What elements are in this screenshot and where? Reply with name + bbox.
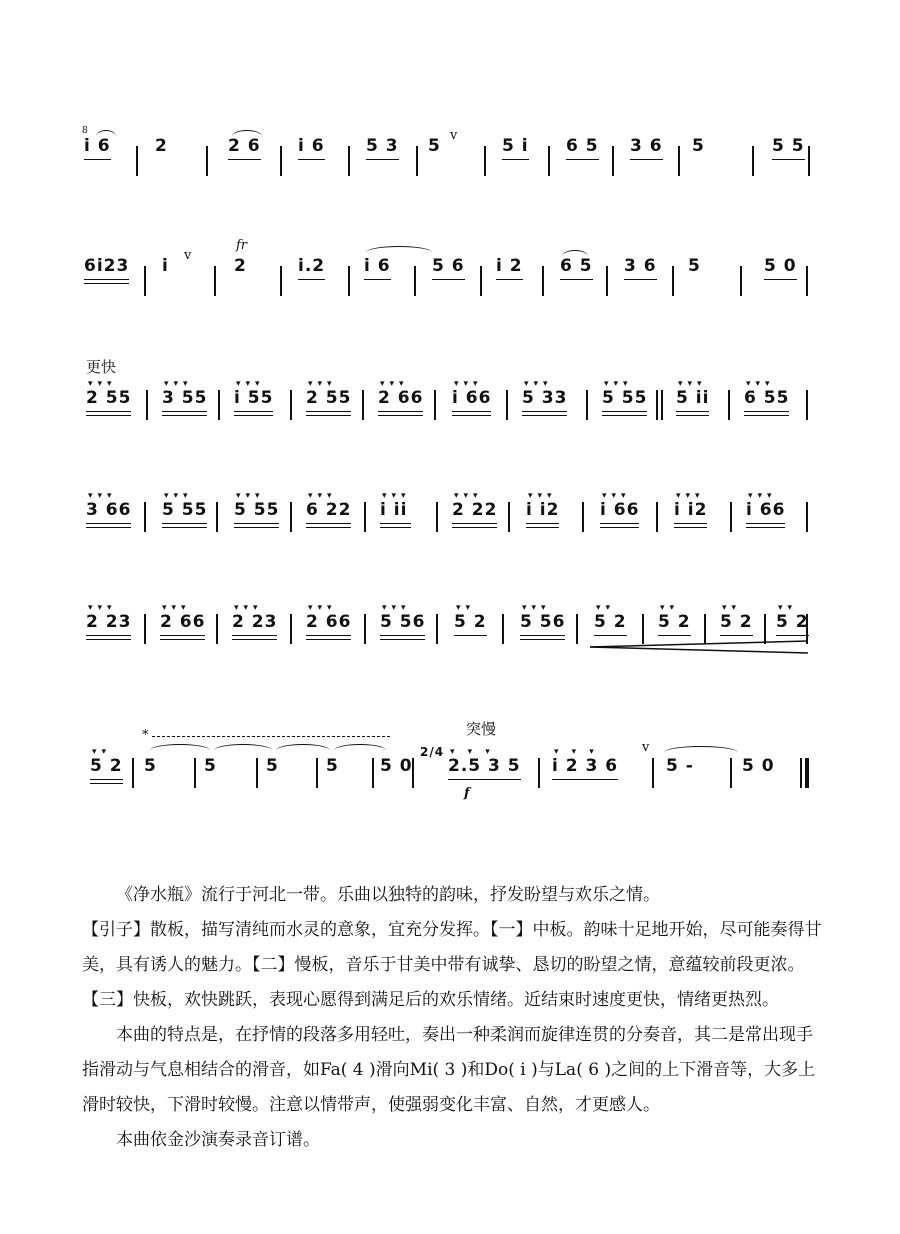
- tie-mark: [214, 744, 272, 757]
- barline: [256, 758, 258, 788]
- tempo-marking: 更快: [86, 358, 117, 376]
- barline: [752, 146, 754, 176]
- barline: [206, 146, 208, 176]
- barline: [414, 266, 416, 296]
- score-line-3: [0, 358, 900, 462]
- barline: [612, 146, 614, 176]
- measure: 5: [428, 136, 441, 156]
- barline: [661, 390, 663, 420]
- dashed-line: [152, 736, 390, 737]
- measure: ▾▾▾ 2 55: [86, 380, 131, 416]
- measure: ▾▾ 5 2: [720, 604, 753, 636]
- barline: [144, 502, 146, 532]
- breath-mark: v: [184, 248, 192, 263]
- barline: [364, 502, 366, 532]
- barline: [132, 758, 134, 788]
- measure: ▾▾▾ i ii: [380, 492, 411, 528]
- measure: 2 6: [228, 136, 261, 160]
- barline: [214, 266, 216, 296]
- barline: [740, 266, 742, 296]
- measure: ▾▾▾ 5 55: [602, 380, 647, 416]
- score-line-5: [0, 596, 900, 686]
- time-signature: 2/4: [420, 745, 445, 759]
- measure: ▾▾▾ 2 55: [306, 380, 351, 416]
- score-line-4: [0, 484, 900, 574]
- barline: [606, 266, 608, 296]
- measure: 5 0: [764, 256, 797, 280]
- grace-note: 8: [82, 126, 88, 136]
- measure: i 2: [496, 256, 523, 280]
- barline: [808, 146, 810, 176]
- barline: [218, 390, 220, 420]
- breath-mark: v: [450, 128, 458, 143]
- barline: [436, 502, 438, 532]
- barline: [280, 266, 282, 296]
- paragraph: 【引子】散板，描写清纯而水灵的意象，宜充分发挥。【一】中板。韵味十足地开始，尽可能奏得甘美，具有诱人的魅力。【二】慢板，音乐于甘美中带有诚挚、恳切的盼望之情，意蕴较前段更浓。【三】快板，欢快跳跃，表现心愿得到满足后的欢乐情绪。近结束时速度更快，情绪更热烈。: [82, 920, 822, 1010]
- measure: 5: [144, 756, 157, 776]
- barline: [290, 614, 292, 644]
- barline: [144, 614, 146, 644]
- score-line-6: [0, 720, 900, 830]
- barline: [538, 758, 540, 788]
- measure: ▾▾▾ 2 66: [378, 380, 423, 416]
- barline: [290, 502, 292, 532]
- barline: [656, 502, 658, 532]
- measure: 3 6: [630, 136, 663, 160]
- measure: ▾▾▾ 2 66: [306, 604, 351, 640]
- measure: 6 5: [560, 256, 593, 280]
- measure: ▾ ▾ ▾ 2.5 3 5: [448, 748, 521, 780]
- measure: 5: [266, 756, 279, 776]
- barline: [508, 502, 510, 532]
- barline: [806, 502, 808, 532]
- barline: [194, 758, 196, 788]
- measure: ▾▾▾ 2 23: [86, 604, 131, 640]
- barline: [316, 758, 318, 788]
- barline: [144, 266, 146, 296]
- barline: [480, 266, 482, 296]
- tempo-marking: 突慢: [466, 720, 497, 738]
- barline: [216, 502, 218, 532]
- measure: 5: [692, 136, 705, 156]
- tie-mark: [150, 744, 210, 757]
- measure: ▾▾▾ i 66: [746, 492, 785, 528]
- measure: 5: [688, 256, 701, 276]
- measure: ▾▾▾ i i2: [526, 492, 559, 528]
- measure: ▾▾▾ 2 23: [232, 604, 277, 640]
- measure: 5 5: [772, 136, 805, 160]
- breath-mark: v: [642, 740, 650, 755]
- measure: i 6: [364, 256, 391, 280]
- barline: [348, 266, 350, 296]
- barline: [672, 266, 674, 296]
- measure: ▾▾▾ 5 ii: [676, 380, 709, 416]
- measure: 5 6: [432, 256, 465, 280]
- measure: ▾▾▾ i 66: [600, 492, 639, 528]
- measure: ▾▾ 5 2: [776, 604, 809, 636]
- score-line-1: [0, 128, 900, 218]
- fermata-star: *: [142, 728, 149, 743]
- measure: ▾▾▾ 6 55: [744, 380, 789, 416]
- measure: ▾▾▾ 3 66: [86, 492, 131, 528]
- barline: [484, 146, 486, 176]
- measure: ▾▾ 5 2: [454, 604, 487, 636]
- barline: [362, 390, 364, 420]
- barline: [800, 758, 802, 788]
- barline: [652, 758, 654, 788]
- barline: [372, 758, 374, 788]
- tie-mark: [334, 744, 386, 757]
- measure: ▾▾ 5 2: [594, 604, 627, 636]
- barline: [806, 390, 808, 420]
- barline: [146, 390, 148, 420]
- measure: ▾▾▾ 5 56: [380, 604, 425, 640]
- flutter-mark: fr: [236, 238, 248, 253]
- measure: ▾▾▾ i i2: [674, 492, 707, 528]
- barline: [364, 614, 366, 644]
- barline: [348, 146, 350, 176]
- measure: ▾▾▾ 2 66: [160, 604, 205, 640]
- barline: [290, 390, 292, 420]
- measure: ▾▾▾ 5 55: [162, 492, 207, 528]
- measure: ▾▾ 5 2: [90, 748, 123, 784]
- measure: 5 -: [666, 756, 694, 776]
- barline: [436, 614, 438, 644]
- barline: [728, 390, 730, 420]
- barline: [412, 758, 414, 788]
- barline: [730, 502, 732, 532]
- measure: ▾▾▾ 5 33: [522, 380, 567, 416]
- measure: 5 i: [502, 136, 529, 160]
- measure: ▾▾ 5 2: [658, 604, 691, 636]
- barline: [582, 502, 584, 532]
- description-text: [82, 878, 822, 1158]
- barline: [548, 146, 550, 176]
- barline: [730, 758, 732, 788]
- measure: 5: [326, 756, 339, 776]
- measure: 2: [155, 136, 168, 156]
- barline: [506, 390, 508, 420]
- barline: [280, 146, 282, 176]
- measure: 5 3: [366, 136, 399, 160]
- paragraph: 本曲的特点是，在抒情的段落多用轻吐，奏出一种柔润而旋律连贯的分奏音，其二是常出现手指滑动与气息相结合的滑音，如Fa( 4 )滑向Mi( 3 )和Do( i )与La( 6 )之间的上下滑音等，大多上滑时较快，下滑时较慢。注意以情带声，使强弱变化丰富、自然，才更感人。: [82, 1025, 816, 1115]
- barline: [434, 390, 436, 420]
- measure: ▾▾▾ i 55: [234, 380, 273, 416]
- barline: [416, 146, 418, 176]
- measure: i: [162, 256, 169, 276]
- barline: [542, 266, 544, 296]
- dynamic-marking: f: [464, 786, 470, 801]
- paragraph: 本曲依金沙演奏录音订谱。: [116, 1130, 320, 1150]
- paragraph: 《净水瓶》流行于河北一带。乐曲以独特的韵味，抒发盼望与欢乐之情。: [116, 885, 660, 905]
- barline: [805, 758, 809, 788]
- measure: ▾▾▾ 5 55: [234, 492, 279, 528]
- measure: ▾ ▾ ▾ i 2 3 6: [552, 748, 618, 780]
- barline: [586, 390, 588, 420]
- measure: ▾▾▾ 6 22: [306, 492, 351, 528]
- barline: [502, 614, 504, 644]
- measure: i.2: [298, 256, 325, 280]
- measure: 6 5: [566, 136, 599, 160]
- tie-mark: [276, 744, 330, 757]
- measure: 5 0: [380, 756, 413, 776]
- measure: 3 6: [624, 256, 657, 280]
- measure: ▾▾▾ 3 55: [162, 380, 207, 416]
- barline: [216, 614, 218, 644]
- measure: ▾▾▾ i 66: [452, 380, 491, 416]
- decrescendo-hairpin: [590, 640, 810, 654]
- barline: [678, 146, 680, 176]
- measure: 5: [204, 756, 217, 776]
- barline: [576, 614, 578, 644]
- barline: [136, 146, 138, 176]
- measure: ▾▾▾ 2 22: [452, 492, 497, 528]
- measure: i 6: [84, 136, 111, 160]
- barline: [656, 390, 658, 420]
- measure: 6i23: [84, 256, 129, 284]
- measure: ▾▾▾ 5 56: [520, 604, 565, 640]
- measure: 2: [234, 256, 247, 276]
- measure: i 6: [298, 136, 325, 160]
- measure: 5 0: [742, 756, 775, 776]
- score-line-2: [0, 238, 900, 338]
- barline: [806, 266, 808, 296]
